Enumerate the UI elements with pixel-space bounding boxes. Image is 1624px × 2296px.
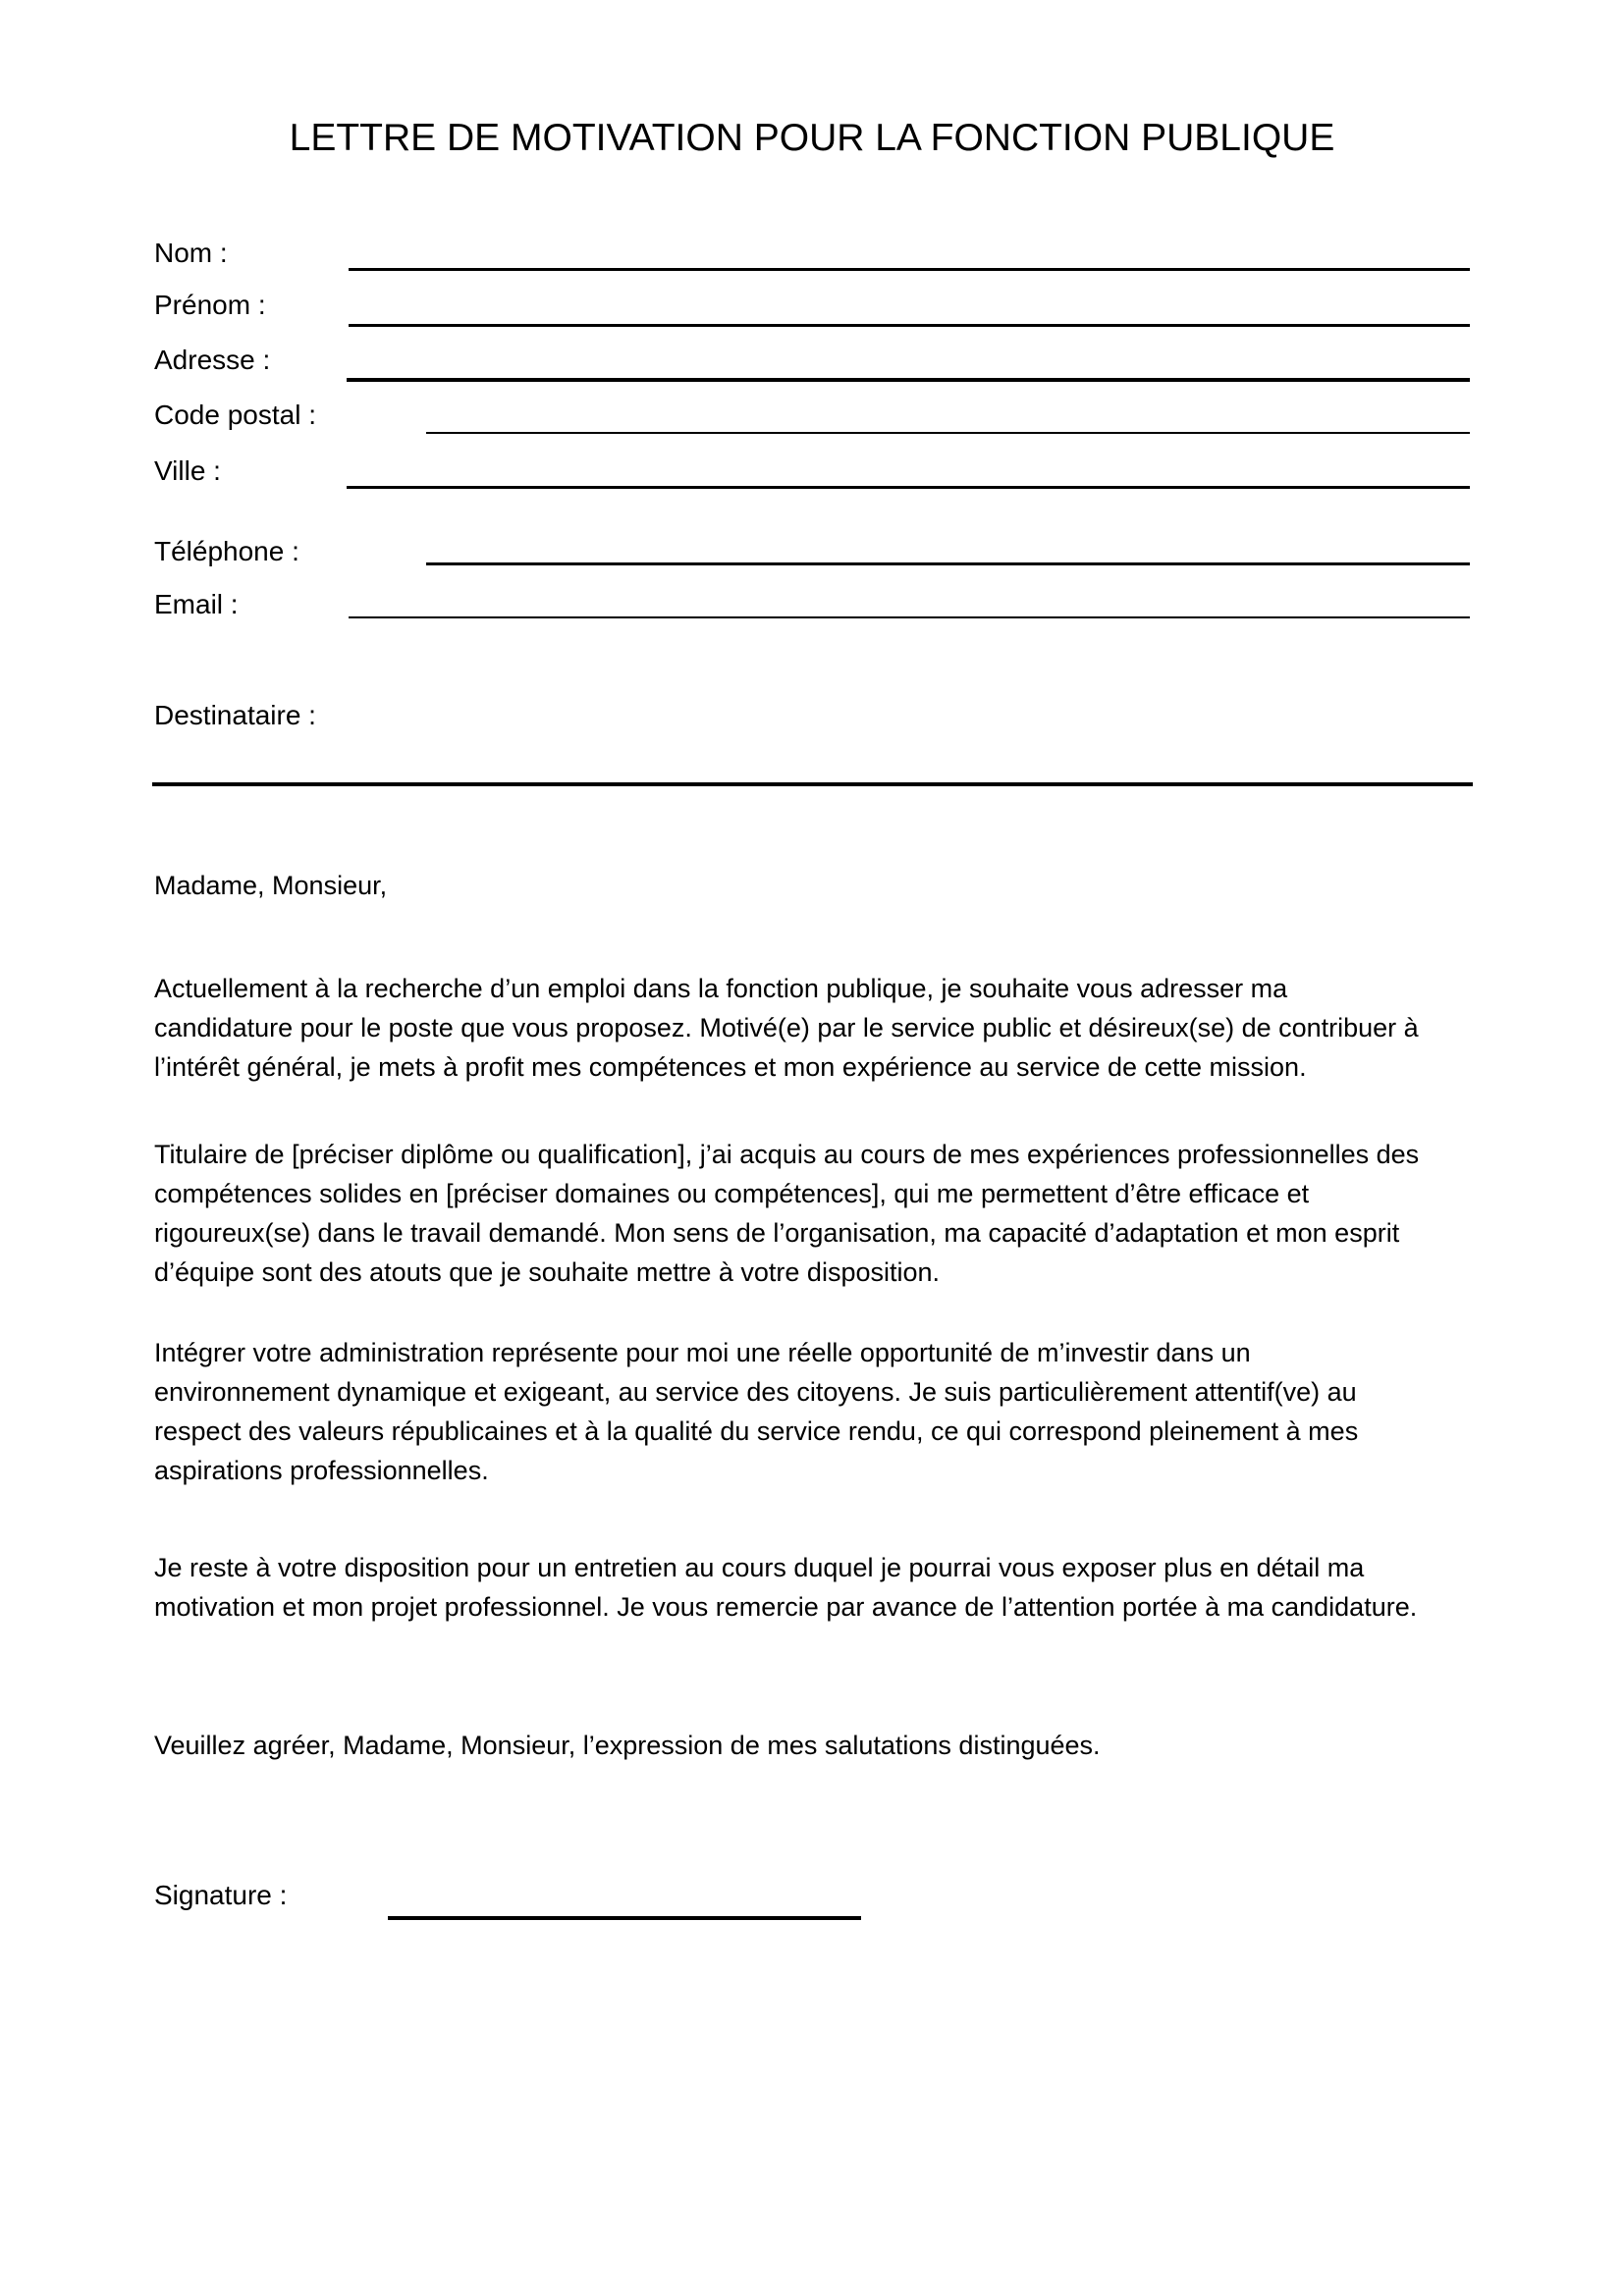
paragraph-1-line-1: Actuellement à la recherche d’un emploi dans la fonction publique, je souhaite vous adresser ma <box>154 974 1288 1003</box>
adresse-label: Adresse : <box>154 345 271 375</box>
paragraph-3-line-1: Intégrer votre administration représente pour moi une réelle opportunité de m’investir dans un <box>154 1338 1251 1367</box>
paragraph-3 <box>154 1333 1358 1490</box>
salutation <box>154 866 387 905</box>
telephone-label: Téléphone : <box>154 536 299 566</box>
paragraph-4-line-1: Je reste à votre disposition pour un entretien au cours duquel je pourrai vous exposer plus en détail ma <box>154 1553 1365 1582</box>
nom-label: Nom : <box>154 238 228 268</box>
nom-field-line[interactable] <box>349 268 1470 271</box>
email-field-line[interactable] <box>349 616 1470 618</box>
ville-label: Ville : <box>154 455 221 486</box>
adresse-field-line[interactable] <box>347 378 1470 382</box>
paragraph-1-line-3: l’intérêt général, je mets à profit mes compétences et mon expérience au service de cette mission. <box>154 1052 1307 1082</box>
paragraph-3-line-3: respect des valeurs républicaines et à la qualité du service rendu, ce qui correspond pleinement à mes <box>154 1416 1359 1446</box>
closing-formula-text: Veuillez agréer, Madame, Monsieur, l’expression de mes salutations distinguées. <box>154 1731 1101 1760</box>
paragraph-2-line-4: d’équipe sont des atouts que je souhaite mettre à votre disposition. <box>154 1257 941 1287</box>
salutation-text: Madame, Monsieur, <box>154 871 388 900</box>
document-title: LETTRE DE MOTIVATION POUR LA FONCTION PUBLIQUE <box>289 117 1335 159</box>
telephone-field-line[interactable] <box>426 562 1470 565</box>
prenom-label: Prénom : <box>154 290 266 320</box>
paragraph-3-line-4: aspirations professionnelles. <box>154 1456 489 1485</box>
paragraph-1-line-2: candidature pour le poste que vous proposez. Motivé(e) par le service public et désireux(se) de contribuer à <box>154 1013 1419 1042</box>
paragraph-4-line-2: motivation et mon projet professionnel. Je vous remercie par avance de l’attention portée à ma candidature. <box>154 1592 1418 1622</box>
signature-field-line[interactable] <box>388 1916 861 1920</box>
prenom-field-line[interactable] <box>349 324 1470 327</box>
destinataire-label: Destinataire : <box>154 700 316 730</box>
signature-label: Signature : <box>154 1880 288 1910</box>
paragraph-4 <box>154 1548 1417 1627</box>
paragraph-2-line-2: compétences solides en [préciser domaines ou compétences], qui me permettent d’être efficace et <box>154 1179 1310 1208</box>
ville-field-line[interactable] <box>347 486 1470 489</box>
closing-formula <box>154 1726 1101 1765</box>
paragraph-2-line-1: Titulaire de [préciser diplôme ou qualification], j’ai acquis au cours de mes expériences professionnelles des <box>154 1140 1420 1169</box>
code-postal-field-line[interactable] <box>426 432 1470 434</box>
paragraph-2-line-3: rigoureux(se) dans le travail demandé. Mon sens de l’organisation, ma capacité d’adaptation et mon esprit <box>154 1218 1400 1248</box>
paragraph-3-line-2: environnement dynamique et exigeant, au service des citoyens. Je suis particulièrement attentif(ve) au <box>154 1377 1357 1407</box>
paragraph-1 <box>154 969 1419 1087</box>
paragraph-2 <box>154 1135 1419 1292</box>
code-postal-label: Code postal : <box>154 400 316 430</box>
email-label: Email : <box>154 589 239 619</box>
destinataire-field-line[interactable] <box>152 782 1473 786</box>
